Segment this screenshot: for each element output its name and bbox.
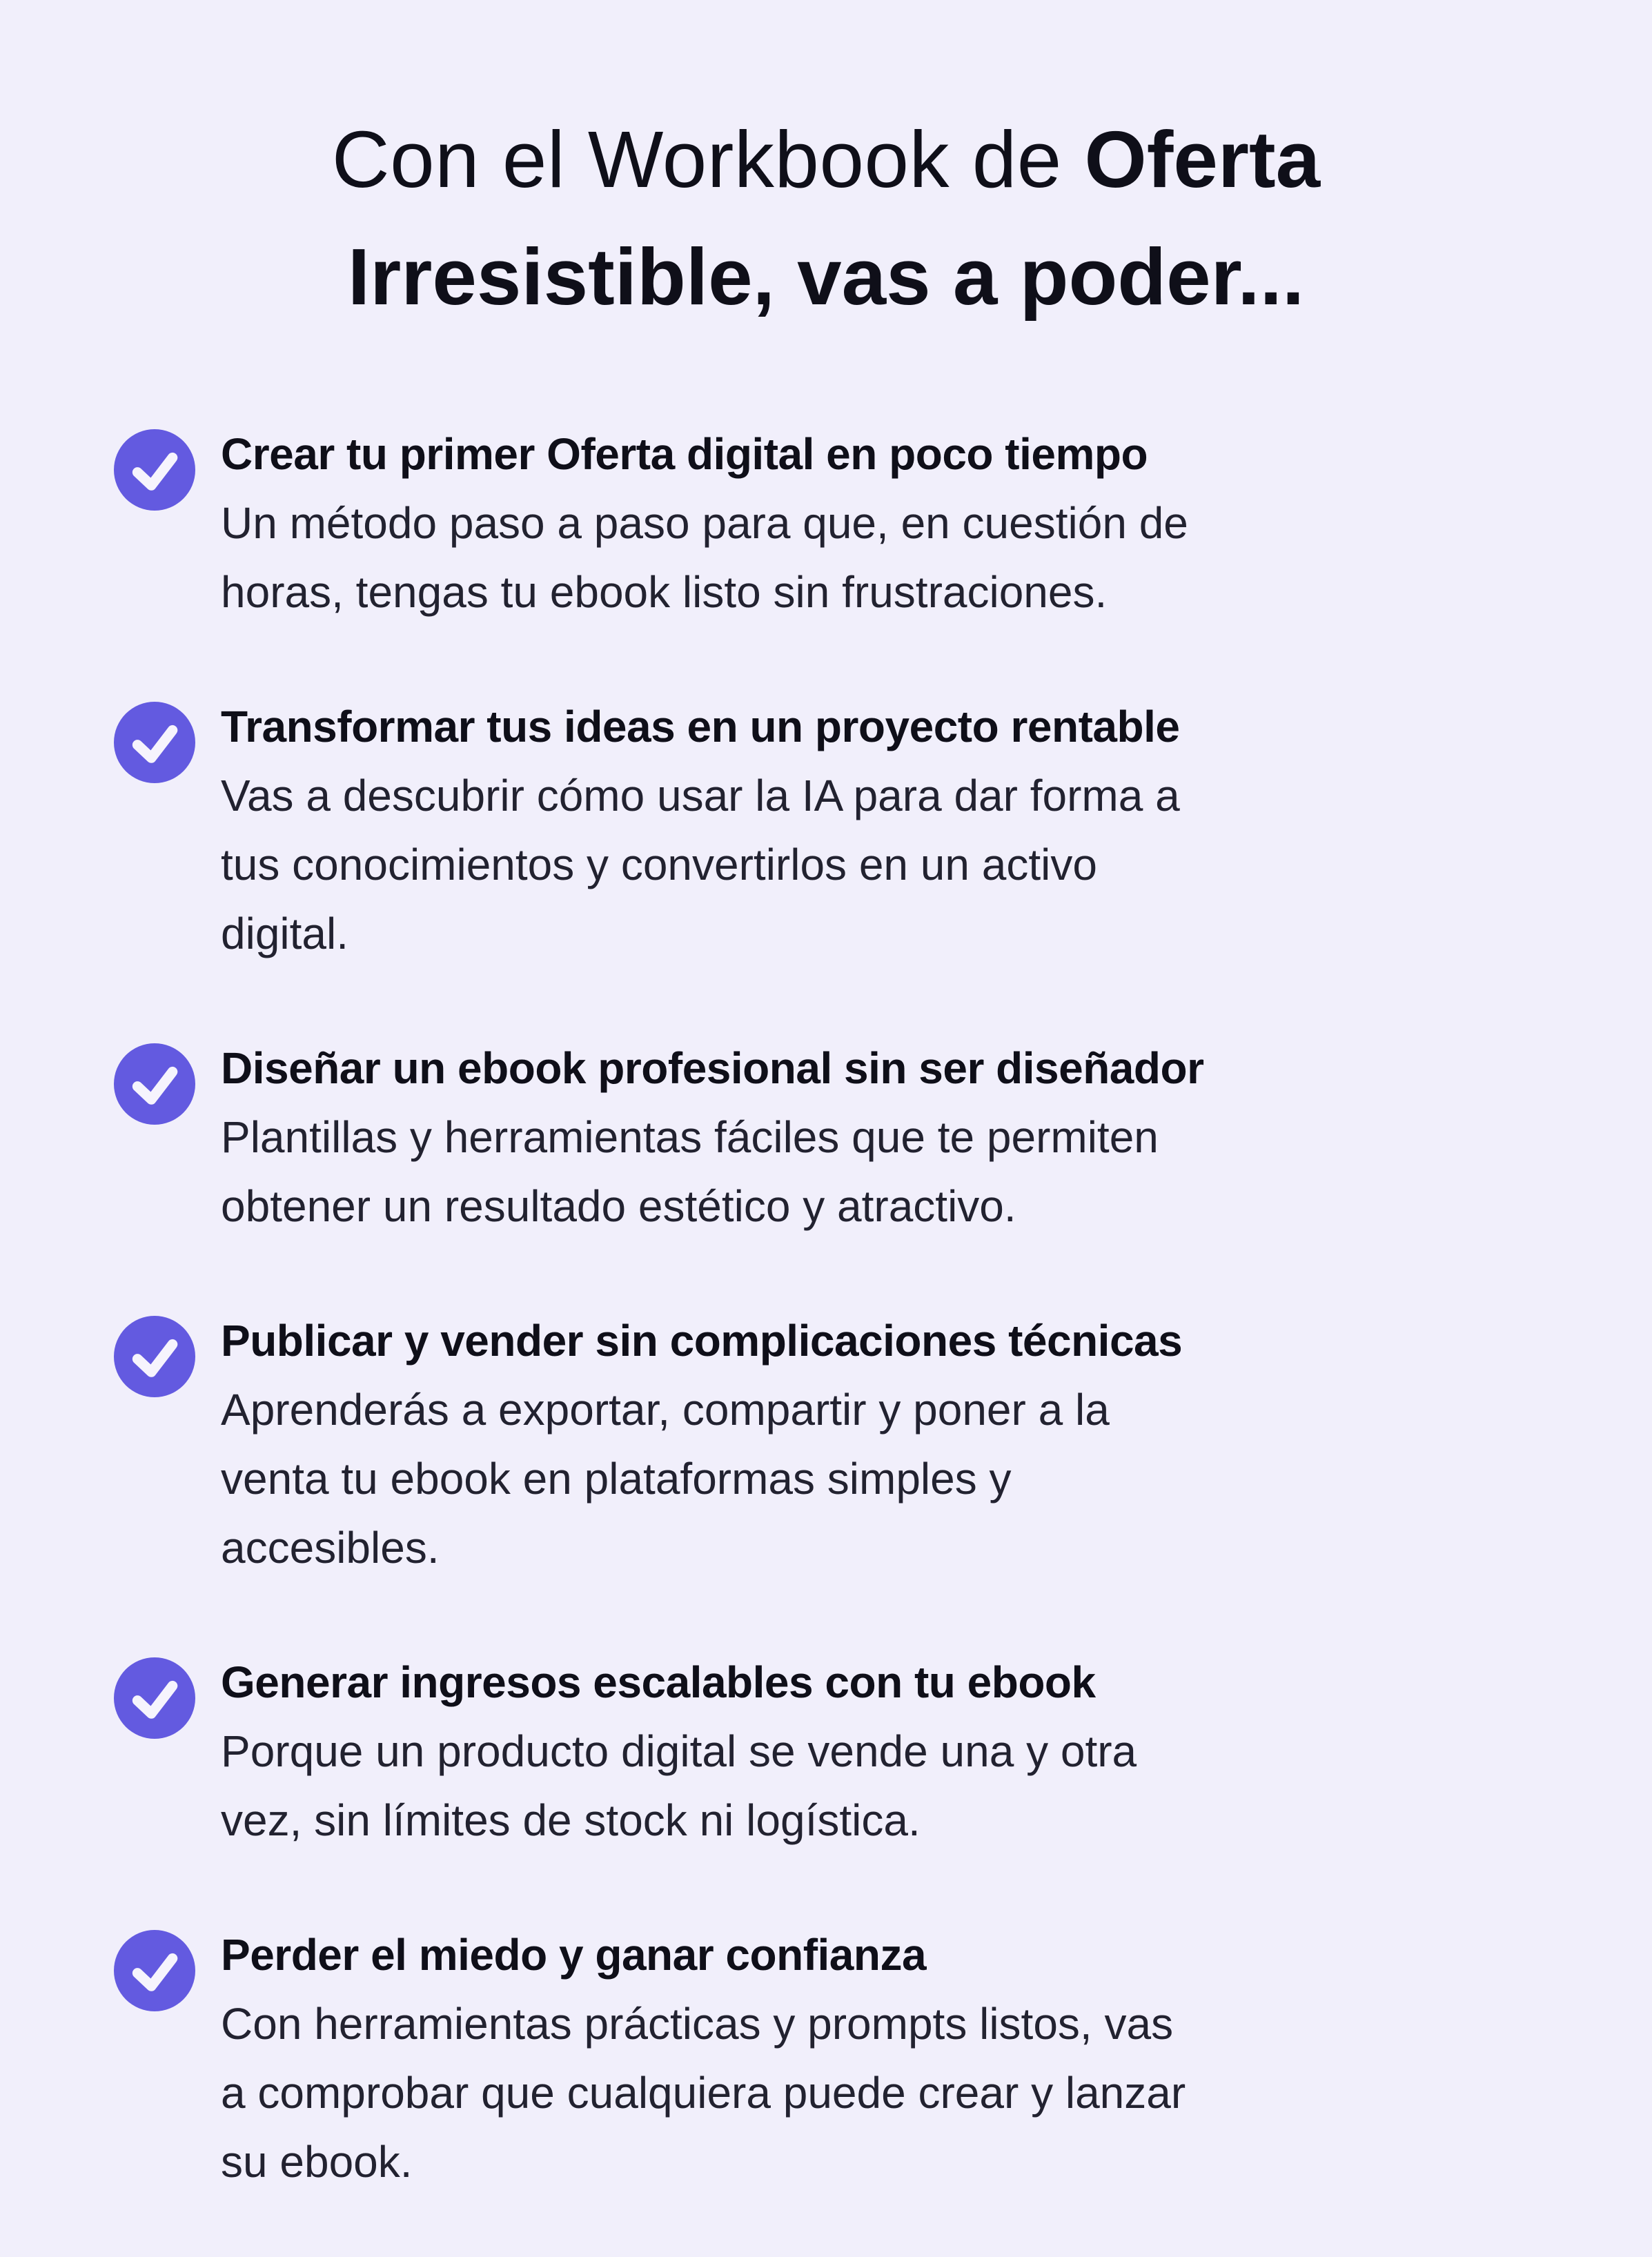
page-title-bold: Oferta bbox=[1084, 115, 1321, 204]
benefit-text bbox=[221, 1306, 1182, 1582]
benefit-description-line: Un método paso a paso para que, en cuestión de bbox=[221, 498, 1188, 548]
benefit-description-line: digital. bbox=[221, 909, 348, 958]
benefit-text bbox=[221, 1648, 1137, 1855]
benefits-list bbox=[0, 420, 1652, 2196]
landing-benefits-section bbox=[0, 101, 1652, 2257]
page-title-regular: Con el Workbook de bbox=[331, 115, 1085, 204]
benefit-item bbox=[114, 1648, 1555, 1855]
check-circle-icon bbox=[114, 1316, 195, 1397]
benefit-description-line: Porque un producto digital se vende una y otra bbox=[221, 1726, 1137, 1776]
benefit-item bbox=[114, 420, 1555, 627]
benefit-text bbox=[221, 692, 1180, 968]
benefit-item bbox=[114, 1034, 1555, 1241]
page-title bbox=[55, 101, 1597, 335]
benefit-description-line: su ebook. bbox=[221, 2137, 413, 2187]
check-circle-icon bbox=[114, 702, 195, 783]
benefit-description-line: obtener un resultado estético y atractivo. bbox=[221, 1181, 1016, 1231]
benefit-item bbox=[114, 1920, 1555, 2196]
benefit-description-line: venta tu ebook en plataformas simples y bbox=[221, 1454, 1012, 1504]
benefit-item bbox=[114, 1306, 1555, 1582]
check-circle-icon bbox=[114, 1930, 195, 2011]
check-circle-icon bbox=[114, 429, 195, 511]
check-circle-icon bbox=[114, 1657, 195, 1739]
benefit-text bbox=[221, 1920, 1186, 2196]
benefit-text bbox=[221, 420, 1188, 627]
benefit-description-line: Con herramientas prácticas y prompts listos, vas bbox=[221, 1999, 1174, 2049]
benefit-heading: Publicar y vender sin complicaciones técnicas bbox=[221, 1316, 1183, 1366]
benefit-heading: Diseñar un ebook profesional sin ser diseñador bbox=[221, 1043, 1204, 1093]
check-circle-icon bbox=[114, 1043, 195, 1125]
benefit-heading: Transformar tus ideas en un proyecto rentable bbox=[221, 702, 1180, 751]
benefit-description-line: Aprenderás a exportar, compartir y poner a la bbox=[221, 1385, 1110, 1435]
benefit-item bbox=[114, 692, 1555, 968]
benefit-description-line: Plantillas y herramientas fáciles que te permiten bbox=[221, 1112, 1159, 1162]
benefit-description-line: tus conocimientos y convertirlos en un activo bbox=[221, 840, 1097, 889]
benefit-description-line: vez, sin límites de stock ni logística. bbox=[221, 1795, 921, 1845]
benefit-description-line: horas, tengas tu ebook listo sin frustraciones. bbox=[221, 567, 1108, 617]
benefit-heading: Crear tu primer Oferta digital en poco tiempo bbox=[221, 429, 1148, 479]
benefit-heading: Perder el miedo y ganar confianza bbox=[221, 1930, 927, 1980]
benefit-description-line: accesibles. bbox=[221, 1523, 440, 1573]
benefit-text bbox=[221, 1034, 1203, 1241]
benefit-description-line: a comprobar que cualquiera puede crear y lanzar bbox=[221, 2068, 1186, 2118]
benefit-heading: Generar ingresos escalables con tu ebook bbox=[221, 1657, 1096, 1707]
page-title-line2: Irresistible, vas a poder... bbox=[347, 232, 1305, 322]
benefit-description-line: Vas a descubrir cómo usar la IA para dar forma a bbox=[221, 771, 1180, 820]
